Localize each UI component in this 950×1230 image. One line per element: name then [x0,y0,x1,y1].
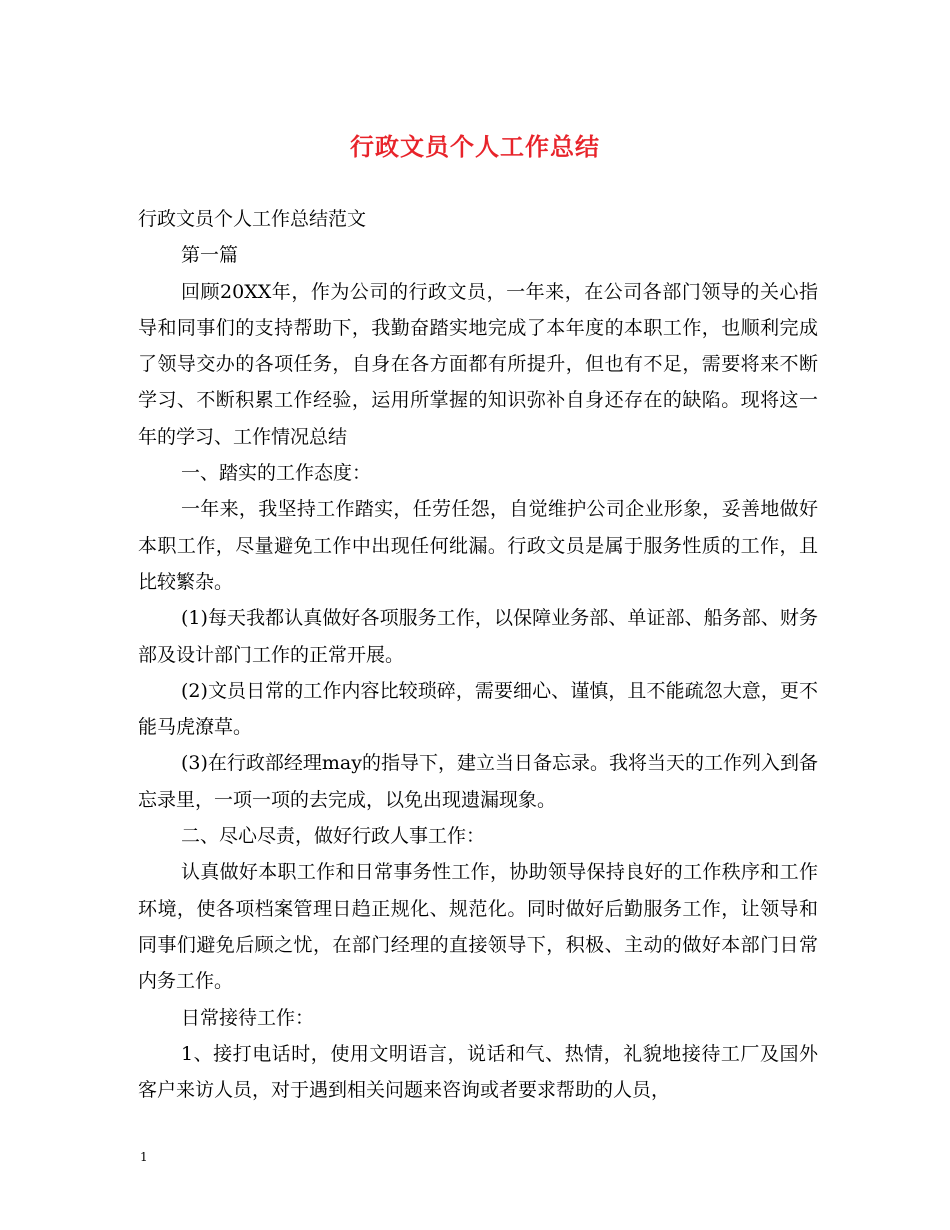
paragraph-heading-1: 一、踏实的工作态度： [181,462,372,485]
paragraph-section-heading: 第一篇 [181,244,239,267]
paragraph-subtitle: 行政文员个人工作总结范文 [138,208,367,230]
document-body [138,201,818,1108]
paragraph-list-item: (3)在行政部经理may的指导下，建立当日备忘录。我将当天的工作列入到备忘录里，一项一项的去完成，以免出现遗漏现象。 [138,752,818,811]
paragraph-list-item: (2)文员日常的工作内容比较琐碎，需要细心、谨慎，且不能疏忽大意，更不能马虎潦草。 [138,679,818,739]
paragraph-subheading: 日常接待工作： [181,1006,315,1029]
paragraph-list-item: (1)每天我都认真做好各项服务工作，以保障业务部、单证部、船务部、财务部及设计部门工作的正常开展。 [138,607,818,666]
paragraph-heading-2: 二、尽心尽责，做好行政人事工作： [181,825,486,848]
page-number: 1 [140,1150,148,1164]
document-title: 行政文员个人工作总结 [350,132,600,161]
paragraph-body: 一年来，我坚持工作踏实，任劳任怨，自觉维护公司企业形象，妥善地做好本职工作，尽量避免工作中出现任何纰漏。行政文员是属于服务性质的工作，且比较繁杂。 [138,498,818,593]
paragraph-intro: 回顾20XX年，作为公司的行政文员，一年来，在公司各部门领导的关心指导和同事们的支持帮助下，我勤奋踏实地完成了本年度的本职工作，也顺利完成了领导交办的各项任务，自身在各方面都有所提升，但也有不足，需要将来不断学习、不断积累工作经验，运用所掌握的知识弥补自身还存在的缺陷。现将这一年的学习、工作情况总结 [138,280,818,448]
paragraph-body: 认真做好本职工作和日常事务性工作，协助领导保持良好的工作秩序和工作环境，使各项档案管理日趋正规化、规范化。同时做好后勤服务工作，让领导和同事们避免后顾之忧，在部门经理的直接领导下，积极、主动的做好本部门日常内务工作。 [138,861,818,993]
paragraph-list-item: 1、接打电话时，使用文明语言，说话和气、热情，礼貌地接待工厂及国外客户来访人员，对于遇到相关问题来咨询或者要求帮助的人员， [138,1042,818,1102]
